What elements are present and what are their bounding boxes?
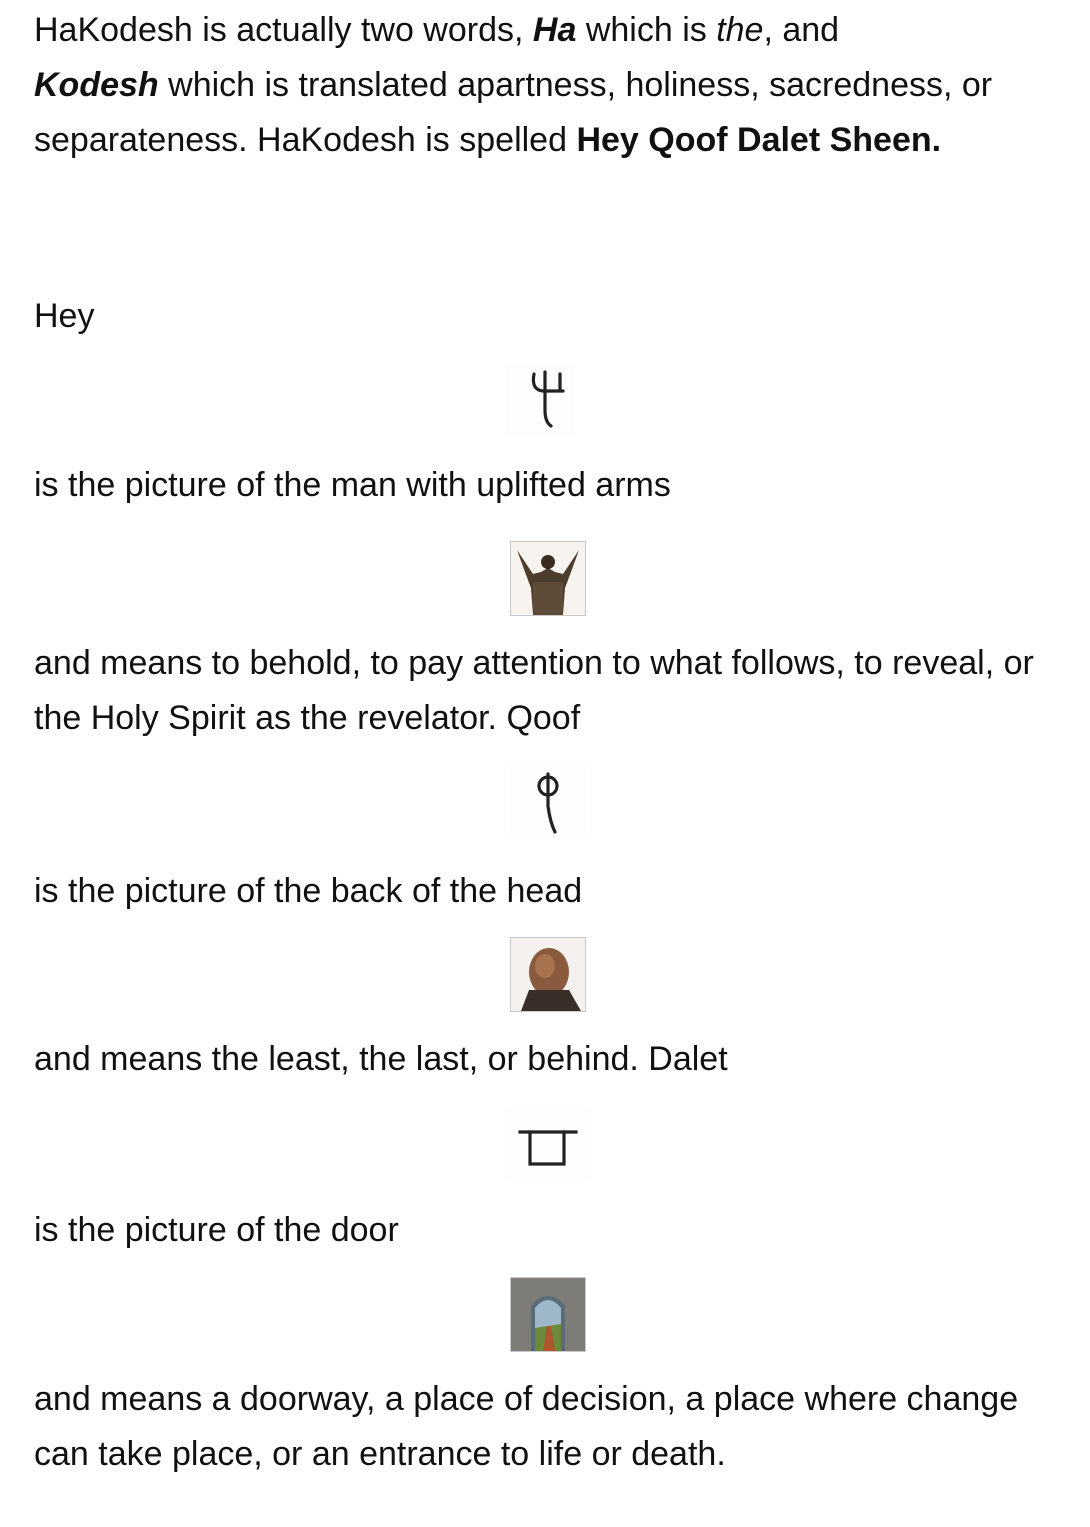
- man-uplifted-arms-icon: [510, 541, 586, 616]
- intro-text-4: which is translated apartness, holiness, sacredness, or separateness. HaKodesh is spelled: [34, 66, 993, 159]
- qoof-paleo-glyph-icon: [509, 762, 587, 838]
- hey-paleo-glyph-icon: [507, 364, 575, 436]
- back-of-head-icon: [510, 937, 586, 1012]
- intro-text-1: HaKodesh is actually two words,: [34, 11, 533, 49]
- term-ha: Ha: [532, 11, 577, 49]
- dalet-picture-text: is the picture of the door: [34, 1211, 399, 1249]
- hey-picture-text: is the picture of the man with uplifted arms: [34, 466, 671, 504]
- intro-text-3: , and: [763, 11, 840, 49]
- dalet-paleo-glyph-icon: [508, 1106, 588, 1182]
- spelling: Hey Qoof Dalet Sheen.: [576, 121, 942, 159]
- intro-text-2: which is: [576, 11, 717, 49]
- qoof-picture-text: is the picture of the back of the head: [34, 872, 583, 910]
- dalet-meaning-text: and means a doorway, a place of decision, a place where change can take place, or an entrance to life or death.: [34, 1380, 1019, 1473]
- intro-paragraph: [34, 3, 1064, 168]
- hey-label: Hey: [34, 297, 95, 335]
- term-the: the: [716, 11, 764, 49]
- doorway-icon: [510, 1277, 586, 1352]
- qoof-meaning-text: and means the least, the last, or behind. Dalet: [34, 1040, 728, 1078]
- term-kodesh: Kodesh: [34, 66, 159, 104]
- hey-meaning-text: and means to behold, to pay attention to what follows, to reveal, or the Holy Spirit as the revelator. Qoof: [34, 644, 1034, 737]
